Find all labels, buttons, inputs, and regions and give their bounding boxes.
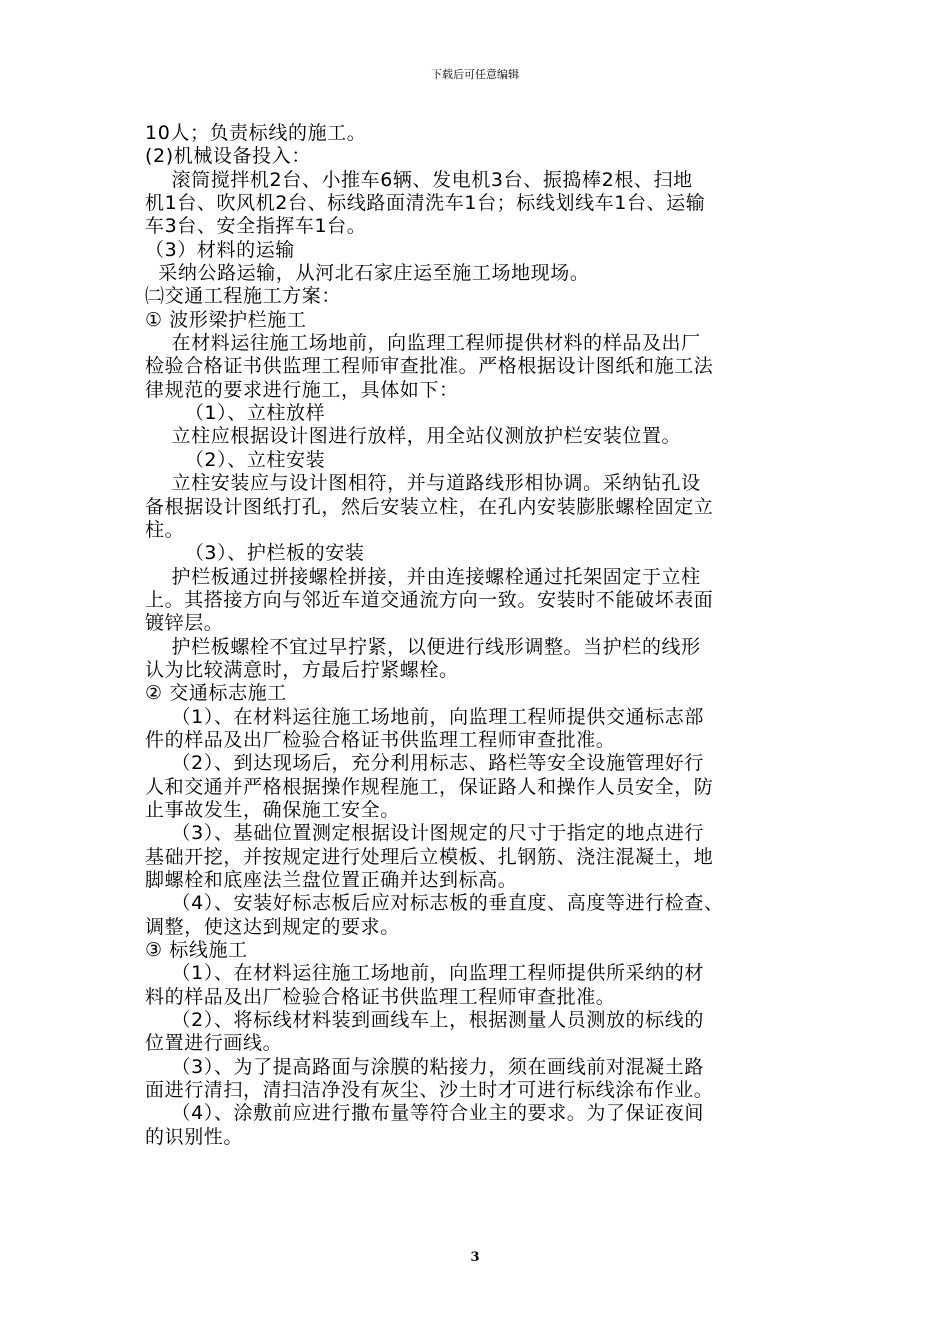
page-header: 下载后可任意编辑 (431, 68, 519, 81)
text-line: 位置进行画线。 (145, 1032, 283, 1055)
text-line: （3）、护栏板的安装 (145, 542, 365, 565)
text-line: 备根据设计图纸打孔，然后安装立柱，在孔内安装膨胀螺栓固定立 (145, 495, 714, 518)
text-line: 认为比较满意时，方最后拧紧螺栓。 (145, 658, 459, 681)
text-line: 立柱应根据设计图进行放样，用全站仪测放护栏安装位置。 (145, 425, 682, 448)
text-line: 止事故发生，确保施工安全。 (145, 798, 400, 821)
text-line: 的识别性。 (145, 1125, 244, 1148)
text-line: （2）、将标线材料装到画线车上，根据测量人员测放的标线的 (145, 1009, 704, 1032)
text-line: 检验合格证书供监理工程师审查批准。严格根据设计图纸和施工法 (145, 355, 714, 378)
text-line: 面进行清扫，清扫洁净没有灰尘、沙土时才可进行标线涂布作业。 (145, 1079, 714, 1102)
text-line: （3）、基础位置测定根据设计图规定的尺寸于指定的地点进行 (145, 822, 704, 845)
text-line: （1）、立柱放样 (145, 402, 326, 425)
text-line: 采纳公路运输，从河北石家庄运至施工场地现场。 (145, 262, 590, 285)
text-line: ③ 标线施工 (145, 939, 248, 962)
text-line: 律规范的要求进行施工，具体如下： (145, 378, 459, 401)
text-line: 滚筒搅拌机2台、小推车6辆、发电机3台、振捣棒2根、扫地 (145, 168, 693, 191)
text-line: 料的样品及出厂检验合格证书供监理工程师审查批准。 (145, 985, 616, 1008)
text-line: 10人；负责标线的施工。 (145, 122, 367, 144)
text-line: （2）、到达现场后，充分利用标志、路栏等安全设施管理好行 (145, 752, 704, 775)
text-line: ㈡交通工程施工方案： (145, 285, 342, 308)
document-body (145, 122, 825, 1149)
text-line: 车3台、安全指挥车1台。 (145, 215, 367, 238)
text-line: 在材料运往施工场地前，向监理工程师提供材料的样品及出厂 (145, 332, 701, 355)
text-line: 护栏板通过拼接螺栓拼接，并由连接螺栓通过托架固定于立柱 (145, 565, 701, 588)
text-line: （1）、在材料运往施工场地前，向监理工程师提供所采纳的材 (145, 962, 704, 985)
text-line: 护栏板螺栓不宜过早拧紧，以便进行线形调整。当护栏的线形 (145, 635, 701, 658)
text-line: 机1台、吹风机2台、标线路面清洗车1台；标线划线车1台、运输 (145, 192, 706, 215)
text-line: 柱。 (145, 518, 185, 541)
text-line: ① 波形梁护栏施工 (145, 308, 307, 331)
text-line: 脚螺栓和底座法兰盘位置正确并达到标高。 (145, 869, 518, 891)
text-line: （4）、涂敷前应进行撒布量等符合业主的要求。为了保证夜间 (145, 1102, 704, 1125)
text-line: 调整，使这达到规定的要求。 (145, 915, 400, 938)
text-line: （3）材料的运输 (145, 238, 295, 261)
text-line: 人和交通并严格根据操作规程施工，保证路人和操作人员安全，防 (145, 775, 714, 798)
text-line: （4）、安装好标志板后应对标志板的垂直度、高度等进行检查、 (145, 892, 724, 915)
text-line: 件的样品及出厂检验合格证书供监理工程师审查批准。 (145, 728, 616, 751)
text-line: 立柱安装应与设计图相符，并与道路线形相协调。采纳钻孔设 (145, 472, 701, 495)
text-line: 上。其搭接方向与邻近车道交通流方向一致。安装时不能破坏表面 (145, 588, 714, 611)
text-line: 基础开挖，并按规定进行处理后立模板、扎钢筋、浇注混凝土，地 (145, 845, 714, 868)
text-line: (2)机械设备投入： (145, 145, 311, 168)
text-line: （1）、在材料运往施工场地前，向监理工程师提供交通标志部 (145, 705, 704, 728)
text-line: 镀锌层。 (145, 612, 224, 635)
text-line: （3）、为了提高路面与涂膜的粘接力，须在画线前对混凝土路 (145, 1055, 704, 1078)
page-number: 3 (470, 1250, 480, 1265)
text-line: （2）、立柱安装 (145, 448, 326, 471)
text-line: ② 交通标志施工 (145, 682, 287, 705)
